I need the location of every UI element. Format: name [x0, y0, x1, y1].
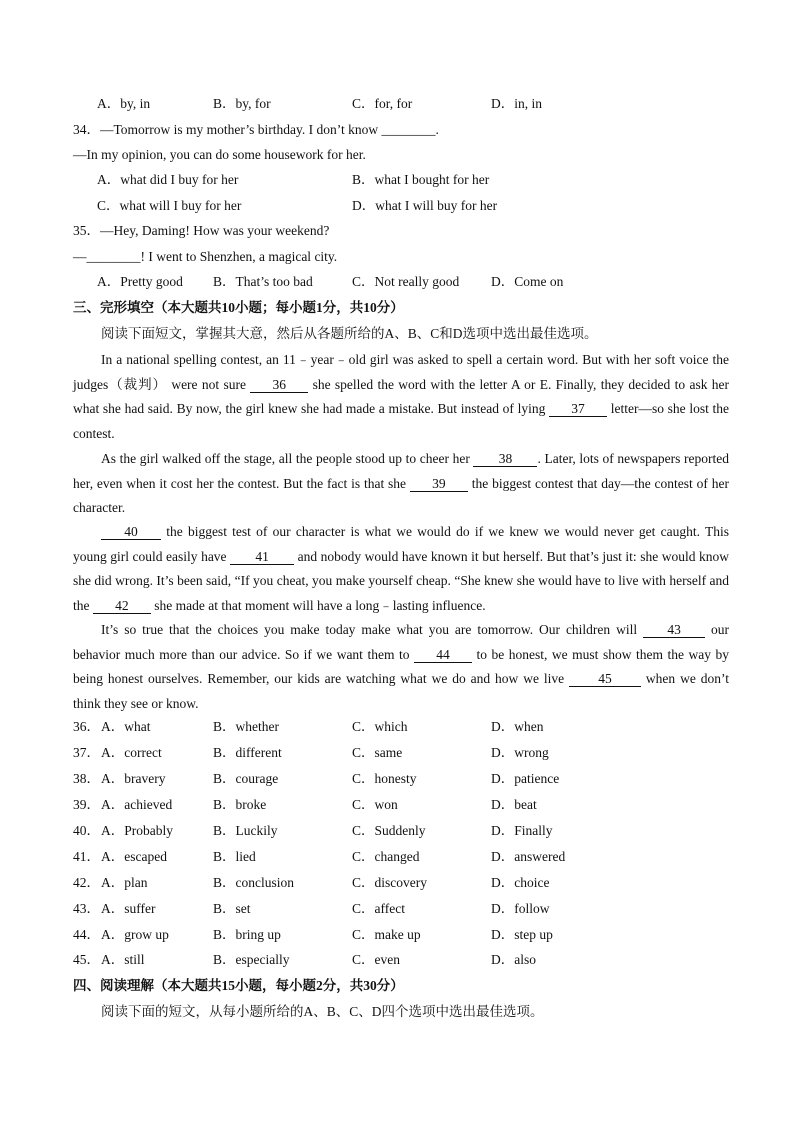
option-d: D．step up	[491, 927, 553, 942]
option-a: A．what	[101, 719, 151, 734]
option-c: C．discovery	[352, 875, 427, 890]
q35-reply: —________! I went to Shenzhen, a magical city.	[73, 249, 338, 264]
blank-38: 38	[473, 451, 537, 467]
option-d: D．choice	[491, 875, 550, 890]
option-c: C．same	[352, 745, 403, 760]
blank-40: 40	[101, 524, 161, 540]
section3-instruction: 阅读下面短文，掌握其大意，然后从各题所给的A、B、C和D选项中选出最佳选项。	[101, 326, 598, 341]
question-number: 42．	[73, 875, 100, 890]
option-b: B．conclusion	[213, 875, 294, 890]
blank-36: 36	[250, 377, 308, 393]
q34-option-d: D．what I will buy for her	[352, 198, 498, 213]
section4-heading: 四、阅读理解（本大题共15小题，每小题2分，共30分）	[73, 978, 404, 993]
q34-reply: —In my opinion, you can do some housework for her.	[73, 147, 366, 162]
passage-paragraph-3: 40 the biggest test of our character is what we would do if we knew we would never get caught. This young girl could easily have 41 and nobody would have known it but herself. But that’s just it: she would know she did wrong. It’s been said, “If you cheat, you make yourself cheap. “She knew she would have to live with herself and the 42 she made at that moment will have a long﹣lasting influence.	[73, 524, 729, 613]
q34-option-c: C．what will I buy for her	[97, 198, 242, 213]
option-b: B．whether	[213, 719, 279, 734]
option-a: A．Probably	[101, 823, 173, 838]
option-b: B．different	[213, 745, 282, 760]
question-number: 38．	[73, 771, 100, 786]
option-d: D．Finally	[491, 823, 553, 838]
option-b: B．broke	[213, 797, 267, 812]
option-a: A．escaped	[101, 849, 167, 864]
q34-stem: 34．—Tomorrow is my mother’s birthday. I don’t know ________.	[73, 122, 439, 137]
q35-option-a: A．Pretty good	[97, 274, 183, 289]
question-number: 44．	[73, 927, 100, 942]
q34-blank: ________	[381, 122, 436, 137]
option-a: A．correct	[101, 745, 162, 760]
passage-paragraph-2: As the girl walked off the stage, all the people stood up to cheer her 38 . Later, lots of newspapers reported her, even when it cost her the contest. But the fact is that she 39 the biggest contest that day—the contest of her character.	[73, 451, 730, 516]
option-d: D．patience	[491, 771, 560, 786]
question-number: 36．	[73, 719, 100, 734]
option-b: B．set	[213, 901, 251, 916]
option-d: D．answered	[491, 849, 566, 864]
option-c: C．won	[352, 797, 398, 812]
option-a: A．suffer	[101, 901, 156, 916]
q33-option-b: B．by, for	[213, 96, 271, 111]
option-b: B．especially	[213, 952, 290, 967]
option-c: C．even	[352, 952, 400, 967]
option-d: D．when	[491, 719, 544, 734]
option-b: B．courage	[213, 771, 279, 786]
question-number: 40．	[73, 823, 100, 838]
option-b: B．lied	[213, 849, 256, 864]
option-d: D．wrong	[491, 745, 549, 760]
q34-option-a: A．what did I buy for her	[97, 172, 239, 187]
blank-41: 41	[230, 549, 294, 565]
option-a: A．bravery	[101, 771, 166, 786]
passage-paragraph-4: It’s so true that the choices you make today make what you are tomorrow. Our children will 43 our behavior much more than our advice. So if we want them to 44 to be honest, we must show them the way by being honest ourselves. Remember, our kids are watching what we do and how we live 45 when we don’t think they see or know.	[73, 622, 729, 711]
blank-45: 45	[569, 671, 641, 687]
option-c: C．which	[352, 719, 408, 734]
option-d: D．beat	[491, 797, 537, 812]
q35-stem: 35．—Hey, Daming! How was your weekend?	[73, 223, 330, 238]
option-d: D．follow	[491, 901, 550, 916]
q35-option-c: C．Not really good	[352, 274, 460, 289]
option-a: A．grow up	[101, 927, 169, 942]
question-number: 41．	[73, 849, 100, 864]
option-a: A．still	[101, 952, 145, 967]
option-c: C．honesty	[352, 771, 417, 786]
q34-option-b: B．what I bought for her	[352, 172, 490, 187]
option-a: A．achieved	[101, 797, 173, 812]
option-c: C．make up	[352, 927, 421, 942]
q35-option-b: B．That’s too bad	[213, 274, 313, 289]
q33-option-c: C．for, for	[352, 96, 413, 111]
q33-option-d: D．in, in	[491, 96, 543, 111]
blank-37: 37	[549, 401, 607, 417]
option-d: D．also	[491, 952, 536, 967]
blank-43: 43	[643, 622, 705, 638]
q33-option-a: A．by, in	[97, 96, 151, 111]
question-number: 37．	[73, 745, 100, 760]
option-b: B．Luckily	[213, 823, 278, 838]
question-number: 39．	[73, 797, 100, 812]
q35-blank: ________	[86, 249, 141, 264]
question-number: 43．	[73, 901, 100, 916]
blank-39: 39	[410, 476, 468, 492]
blank-42: 42	[93, 598, 151, 614]
q35-option-d: D．Come on	[491, 274, 564, 289]
section4-instruction: 阅读下面的短文，从每小题所给的A、B、C、D四个选项中选出最佳选项。	[101, 1004, 544, 1019]
option-c: C．changed	[352, 849, 420, 864]
option-c: C．affect	[352, 901, 405, 916]
section3-heading: 三、完形填空（本大题共10小题；每小题1分，共10分）	[73, 300, 404, 315]
option-c: C．Suddenly	[352, 823, 426, 838]
option-b: B．bring up	[213, 927, 281, 942]
option-a: A．plan	[101, 875, 148, 890]
passage-paragraph-1: In a national spelling contest, an 11﹣year﹣old girl was asked to spell a certain word. But with her soft voice the judges（裁判） were not sure 36 she spelled the word with the letter A or E. Finally, they decided to ask her what she had said. By now, the girl knew she had made a mistake. But instead of lying 37 letter—so she lost the contest.	[73, 352, 730, 441]
blank-44: 44	[414, 647, 472, 663]
question-number: 45．	[73, 952, 100, 967]
